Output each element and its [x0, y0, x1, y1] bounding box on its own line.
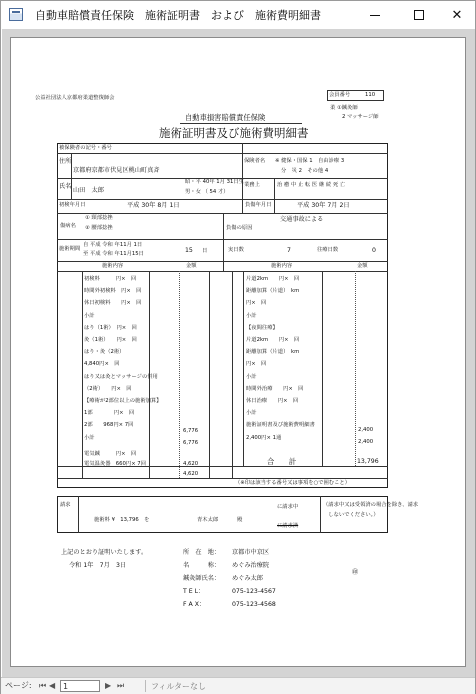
fee-amount-2: 6,776	[183, 440, 199, 446]
period-days: 15	[185, 247, 193, 254]
minimize-button[interactable]	[357, 1, 393, 29]
visit-days: 0	[372, 247, 376, 254]
insurance-type-2: 分 災 2 その他 4	[281, 168, 329, 174]
report-page	[10, 37, 466, 667]
fee-row-right: 時間外治療 円× 回	[246, 385, 304, 392]
total-amount: 13,796	[357, 458, 379, 465]
cause-label: 負傷の原因	[226, 225, 253, 231]
claim-label: 請求	[60, 502, 71, 508]
fee-amount-1: 6,776	[183, 428, 199, 434]
real-days: 7	[287, 247, 291, 254]
next-page-button[interactable]: ▶	[105, 681, 112, 690]
close-button[interactable]	[439, 1, 475, 29]
fax-number: 075-123-4568	[232, 601, 276, 608]
fee-row-left: はり・灸（2術）	[84, 349, 125, 356]
period-from: 自 平成 令和 年11月 1日	[83, 242, 143, 248]
bracket-note-1: （請求中又は受領済の場合を除き、請求	[323, 502, 419, 508]
injury-name-label: 傷病名	[60, 223, 76, 229]
payee-name: 青木太郎	[197, 517, 219, 523]
fee-row-left: 時間外初検料 円× 回	[84, 288, 142, 295]
location-label: 所 在 地：	[183, 549, 221, 556]
fee-row-right: 距離加算（片道） km	[246, 288, 300, 295]
fee-row-right: 円× 回	[246, 300, 267, 307]
visit-days-label: 往療日数	[317, 247, 339, 253]
total-label: 合 計	[267, 457, 297, 466]
sex-age: 男・女 （ 54 才）	[185, 189, 229, 195]
fee-row-right: 施術証明書及び施術費明細書	[246, 422, 315, 429]
electric-acupuncture: 電気鍼 円× 回	[84, 451, 137, 457]
qualification-2: 2 マッサージ師	[342, 114, 379, 120]
injury-1: ① 頸部捻挫	[85, 215, 113, 221]
filter-status[interactable]: フィルターなし	[151, 682, 207, 691]
report-icon	[9, 8, 23, 21]
fee-row-right: 2,400円× 1通	[246, 434, 282, 441]
maximize-icon	[414, 10, 424, 20]
practitioner-label: 鍼灸師氏名：	[183, 575, 221, 582]
period-to: 至 平成 令和 年11月15日	[83, 251, 144, 257]
tel-label: T E L：	[183, 588, 205, 595]
fee-claim-text: 施術料 ¥ 13,796 を	[94, 517, 150, 523]
first-page-button[interactable]: ⏮	[39, 681, 47, 690]
fee-row-left: 初検料 円× 回	[84, 276, 137, 282]
circle-note: （※印は該当する番号又は事項を○で囲むこと）	[235, 480, 350, 486]
fee-row-left: 【療術が2部位以上の施術加算】	[84, 398, 162, 404]
insured-number-label: 被保険者の記号・番号	[59, 145, 112, 151]
claim-status-2: に請求済	[277, 523, 299, 529]
fee-row-right: 【夜間往療】	[246, 324, 278, 331]
seal-mark: ㊞	[352, 569, 359, 576]
electric-subtotal: 4,620	[183, 471, 199, 477]
electric-moxibustion: 電気温灸器 660円× 7回	[84, 461, 146, 467]
fee-row-right: 片道2km 円× 回	[246, 337, 300, 343]
injury-2: ② 腰部捻挫	[85, 225, 113, 231]
initial-exam-label: 初検年月日	[59, 202, 86, 208]
fee-row-right: 円× 回	[246, 361, 267, 368]
patient-name: 山田 太郎	[73, 187, 104, 194]
content-header-left: 施術内容	[102, 263, 124, 269]
fee-row-left: （2術） 円× 回	[84, 385, 132, 392]
fee-row-left: はり（1術） 円× 回	[84, 324, 137, 331]
patient-address: 京都府京都市伏見区桃山町真斉	[73, 167, 160, 174]
fax-label: F A X：	[183, 601, 206, 608]
payee-suffix: 殿	[237, 517, 243, 523]
fee-row-left: 灸（1術） 円× 回	[84, 337, 137, 343]
injury-cause: 交通事故による	[280, 216, 324, 223]
fee-row-right: 小計	[246, 373, 257, 380]
tel-number: 075-123-4567	[232, 588, 276, 595]
initial-exam-date: 平成 30年 8月 1日	[127, 202, 180, 209]
page-label: ページ:	[5, 681, 32, 690]
period-days-unit: 日	[202, 248, 208, 254]
fee-row-right: 小計	[246, 410, 257, 417]
location: 京都市中京区	[232, 549, 270, 556]
occupation: 業務上	[244, 182, 260, 188]
injury-date: 平成 30年 7月 2日	[297, 202, 350, 209]
fee-row-right: 小計	[246, 312, 257, 319]
amount-header-right: 金額	[357, 263, 368, 269]
subtitle: 自動車損害賠償責任保険	[185, 113, 266, 122]
title-bar	[1, 1, 475, 29]
qualification-1: 柔 ①鍼灸師	[330, 105, 358, 111]
last-page-button[interactable]: ⏭	[117, 681, 125, 690]
minimize-icon	[370, 15, 380, 16]
member-number: 110	[365, 92, 376, 98]
report-viewport[interactable]	[2, 29, 475, 677]
window-title: 自動車賠償責任保険 施術証明書 および 施術費明細書	[35, 9, 321, 22]
bracket-note-2: しないでください。）	[323, 512, 379, 518]
maximize-button[interactable]	[401, 1, 437, 29]
insurer-label: 保険者名	[244, 158, 266, 164]
fee-row-right: 休日治療 円× 回	[246, 398, 299, 404]
clinic-name: めぐみ治療院	[232, 562, 270, 569]
fee-row-right: 片道2km 円× 回	[246, 276, 300, 282]
fee-row-left: 休日初検料 円× 回	[84, 300, 142, 307]
insurance-type-1: ※ 健保・国保 1 自由診療 3	[275, 158, 345, 164]
document-fee: 2,400	[358, 427, 374, 433]
real-days-label: 実日数	[228, 247, 244, 253]
treatment-period-label: 施術期間	[59, 246, 81, 252]
association-name: 公益社団法人京都府柔道整復師会	[35, 95, 115, 101]
clinic-label: 名 称：	[183, 562, 221, 569]
practitioner-name: めぐみ太郎	[232, 575, 263, 582]
fee-row-left: はり又は灸とマッサージの併用	[84, 373, 158, 380]
name-label: 氏名	[59, 183, 72, 190]
content-header-right: 施術内容	[271, 263, 293, 269]
status-bar	[1, 677, 475, 694]
close-icon: ✕	[451, 7, 463, 23]
document-fee-subtotal: 2,400	[358, 439, 374, 445]
treatment-outcome: 治 癒 中 止 転 医 継 続 死 亡	[277, 182, 346, 188]
birth-date: 昭・平 40年 1月 31日生	[185, 179, 244, 185]
amount-header-left: 金額	[186, 263, 197, 269]
claim-status-1: に請求中	[277, 504, 299, 510]
fee-row-left: 4,840円× 回	[84, 361, 120, 368]
certification-date: 令和 1年 7月 3日	[69, 562, 127, 569]
electric-amount: 4,620	[183, 461, 199, 467]
fee-row-left: 1部 円× 回	[84, 410, 135, 417]
address-label: 住所	[59, 158, 72, 165]
document-title: 施術証明書及び施術費明細書	[159, 126, 309, 140]
fee-row-left: 2部 968円× 7回	[84, 422, 134, 429]
fee-row-left: 小計	[84, 312, 95, 319]
previous-page-button[interactable]: ◀	[49, 681, 56, 690]
fee-row-right: 距離加算（片道） km	[246, 349, 300, 356]
certification-text: 上記のとおり証明いたします。	[61, 549, 148, 556]
fee-row-left: 小計	[84, 434, 95, 441]
page-number-input[interactable]: 1	[60, 680, 100, 692]
injury-date-label: 負傷年月日	[245, 202, 272, 208]
member-number-label: 会員番号	[329, 92, 351, 98]
